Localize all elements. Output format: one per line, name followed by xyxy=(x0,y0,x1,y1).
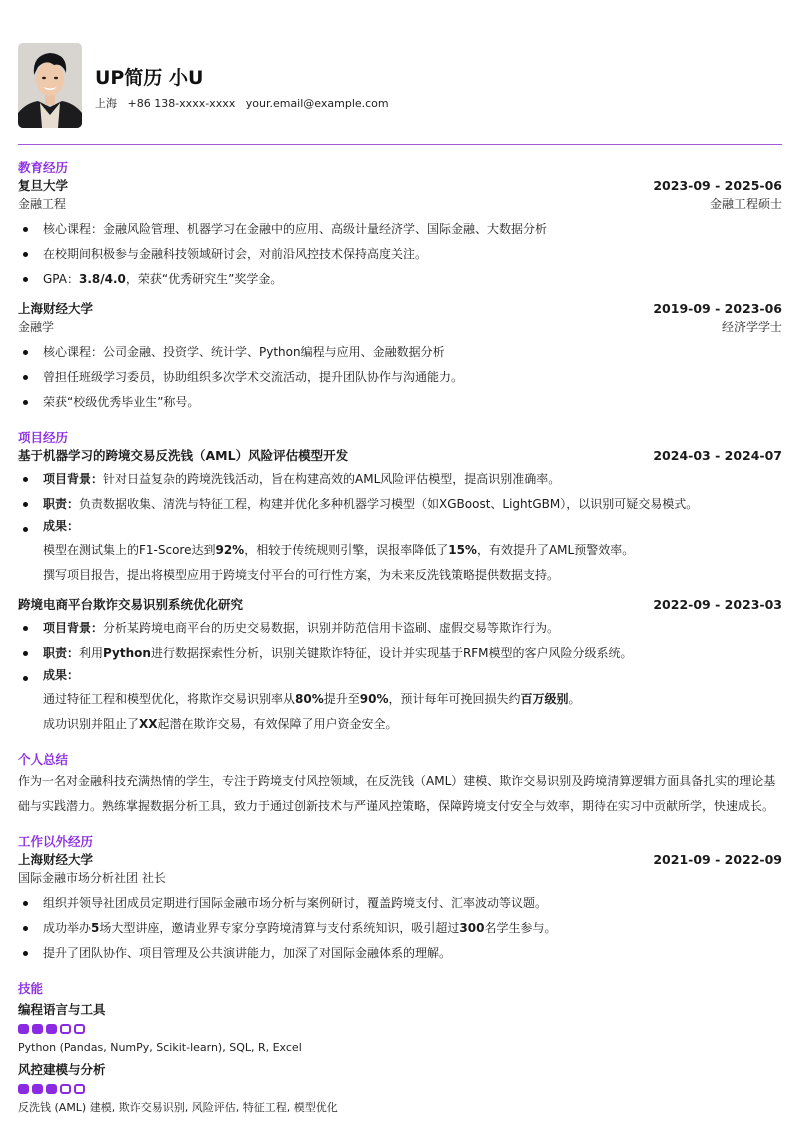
bullet-item: 项目背景：分析某跨境电商平台的历史交易数据，识别并防范信用卡盗刷、虚假交易等欺诈行为。 xyxy=(18,616,782,641)
projects-section xyxy=(18,429,782,737)
project-entry xyxy=(18,596,782,737)
date-range: 2023-09 - 2025-06 xyxy=(653,178,782,193)
education-section xyxy=(18,159,782,415)
skill-description: 反洗钱 (AML) 建模, 欺诈交易识别, 风险评估, 特征工程, 模型优化 xyxy=(18,1101,338,1114)
major: 金融学 xyxy=(18,320,55,334)
major: 金融工程 xyxy=(18,197,67,211)
project-entry xyxy=(18,447,782,588)
level-dot-empty-icon xyxy=(60,1084,71,1095)
resume-page xyxy=(18,0,782,1118)
degree: 经济学学士 xyxy=(721,320,782,334)
project-name: 跨境电商平台欺诈交易识别系统优化研究 xyxy=(18,597,244,612)
date-range: 2021-09 - 2022-09 xyxy=(653,852,782,867)
section-title-projects: 项目经历 xyxy=(18,430,69,445)
role: 国际金融市场分析社团 社长 xyxy=(18,871,166,885)
level-dot-filled-icon xyxy=(18,1024,29,1035)
skill-description: Python (Pandas, NumPy, Scikit-learn), SQL, R, Excel xyxy=(18,1041,302,1054)
candidate-name: UP简历 小U xyxy=(95,67,204,89)
skill-level-dots xyxy=(18,1080,782,1098)
result-line: 模型在测试集上的F1-Score达到92%，相较于传统规则引擎，误报率降低了15%，有效提升了AML预警效率。 xyxy=(43,543,635,557)
bullet-item: 荣获“校级优秀毕业生”称号。 xyxy=(18,390,782,415)
bullet-item: 成果： 模型在测试集上的F1-Score达到92%，相较于传统规则引擎，误报率降低了15%，有效提升了AML预警效率。 撰写项目报告，提出将模型应用于跨境支付平台的可行性方案，为未来反洗钱策略提供数据支持。 xyxy=(18,517,782,588)
date-range: 2022-09 - 2023-03 xyxy=(653,597,782,612)
school-name: 复旦大学 xyxy=(18,178,69,193)
contact-email: your.email@example.com xyxy=(245,97,389,110)
contact-city: 上海 xyxy=(95,97,117,110)
bullet-item: GPA：3.8/4.0，荣获“优秀研究生”奖学金。 xyxy=(18,267,782,292)
section-title-education: 教育经历 xyxy=(18,160,69,175)
resume-header xyxy=(18,0,782,145)
section-title-extracurricular: 工作以外经历 xyxy=(18,834,94,849)
level-dot-filled-icon xyxy=(32,1084,43,1095)
bullet-list xyxy=(18,467,782,588)
level-dot-empty-icon xyxy=(74,1084,85,1095)
section-title-summary: 个人总结 xyxy=(18,752,69,767)
contact-info xyxy=(95,95,396,111)
bullet-item: 成果： 通过特征工程和模型优化，将欺诈交易识别率从80%提升至90%，预计每年可挽回损失约百万级别。 成功识别并阻止了XX起潜在欺诈交易，有效保障了用户资金安全。 xyxy=(18,666,782,737)
level-dot-empty-icon xyxy=(74,1024,85,1035)
skill-item xyxy=(18,1000,782,1058)
extracurricular-section xyxy=(18,833,782,966)
bullet-item: 组织并领导社团成员定期进行国际金融市场分析与案例研讨，覆盖跨境支付、汇率波动等议题。 xyxy=(18,891,782,916)
skill-name: 编程语言与工具 xyxy=(18,1002,106,1017)
portrait-image xyxy=(18,43,82,128)
bullet-item: 职责：负责数据收集、清洗与特征工程，构建并优化多种机器学习模型（如XGBoost、LightGBM），以识别可疑交易模式。 xyxy=(18,492,782,517)
section-title-skills: 技能 xyxy=(18,981,44,996)
bullet-item: 成功举办5场大型讲座，邀请业界专家分享跨境清算与支付系统知识，吸引超过300名学生参与。 xyxy=(18,916,782,941)
bullet-list xyxy=(18,340,782,415)
project-name: 基于机器学习的跨境交易反洗钱（AML）风险评估模型开发 xyxy=(18,448,349,463)
bullet-item: 职责：利用Python进行数据探索性分析，识别关键欺诈特征，设计并实现基于RFM模型的客户风险分级系统。 xyxy=(18,641,782,666)
result-line: 通过特征工程和模型优化，将欺诈交易识别率从80%提升至90%，预计每年可挽回损失约百万级别。 xyxy=(43,692,581,706)
level-dot-empty-icon xyxy=(60,1024,71,1035)
level-dot-filled-icon xyxy=(46,1084,57,1095)
bullet-item: 核心课程：金融风险管理、机器学习在金融中的应用、高级计量经济学、国际金融、大数据分析 xyxy=(18,217,782,242)
level-dot-filled-icon xyxy=(32,1024,43,1035)
date-range: 2024-03 - 2024-07 xyxy=(653,448,782,463)
level-dot-filled-icon xyxy=(18,1084,29,1095)
bullet-list xyxy=(18,891,782,966)
bullet-item: 提升了团队协作、项目管理及公共演讲能力，加深了对国际金融体系的理解。 xyxy=(18,941,782,966)
skill-level-dots xyxy=(18,1020,782,1038)
education-entry xyxy=(18,300,782,415)
bullet-item: 核心课程：公司金融、投资学、统计学、Python编程与应用、金融数据分析 xyxy=(18,340,782,365)
bullet-list xyxy=(18,217,782,292)
profile-photo xyxy=(18,43,82,128)
gpa-value: 3.8/4.0 xyxy=(78,272,126,286)
level-dot-filled-icon xyxy=(46,1024,57,1035)
summary-section xyxy=(18,751,782,819)
org-name: 上海财经大学 xyxy=(18,852,94,867)
result-line: 成功识别并阻止了XX起潜在欺诈交易，有效保障了用户资金安全。 xyxy=(43,717,398,731)
education-entry xyxy=(18,177,782,292)
bullet-item: 曾担任班级学习委员，协助组织多次学术交流活动，提升团队协作与沟通能力。 xyxy=(18,365,782,390)
school-name: 上海财经大学 xyxy=(18,301,94,316)
summary-text: 作为一名对金融科技充满热情的学生，专注于跨境支付风控领域，在反洗钱（AML）建模、欺诈交易识别及跨境清算逻辑方面具备扎实的理论基础与实践潜力。熟练掌握数据分析工具，致力于通过创新技术与严谨风控策略，保障跨境支付安全与效率，期待在实习中贡献所学，快速成长。 xyxy=(18,774,776,813)
contact-phone: +86 138-xxxx-xxxx xyxy=(127,97,236,110)
skill-name: 风控建模与分析 xyxy=(18,1062,106,1077)
degree: 金融工程硕士 xyxy=(709,197,782,211)
bullet-item: 项目背景：针对日益复杂的跨境洗钱活动，旨在构建高效的AML风险评估模型，提高识别准确率。 xyxy=(18,467,782,492)
date-range: 2019-09 - 2023-06 xyxy=(653,301,782,316)
extracurricular-entry xyxy=(18,851,782,966)
bullet-list xyxy=(18,616,782,737)
skills-section xyxy=(18,980,782,1118)
bullet-item: 在校期间积极参与金融科技领域研讨会，对前沿风控技术保持高度关注。 xyxy=(18,242,782,267)
result-line: 撰写项目报告，提出将模型应用于跨境支付平台的可行性方案，为未来反洗钱策略提供数据支持。 xyxy=(43,568,560,582)
skill-item xyxy=(18,1060,782,1118)
